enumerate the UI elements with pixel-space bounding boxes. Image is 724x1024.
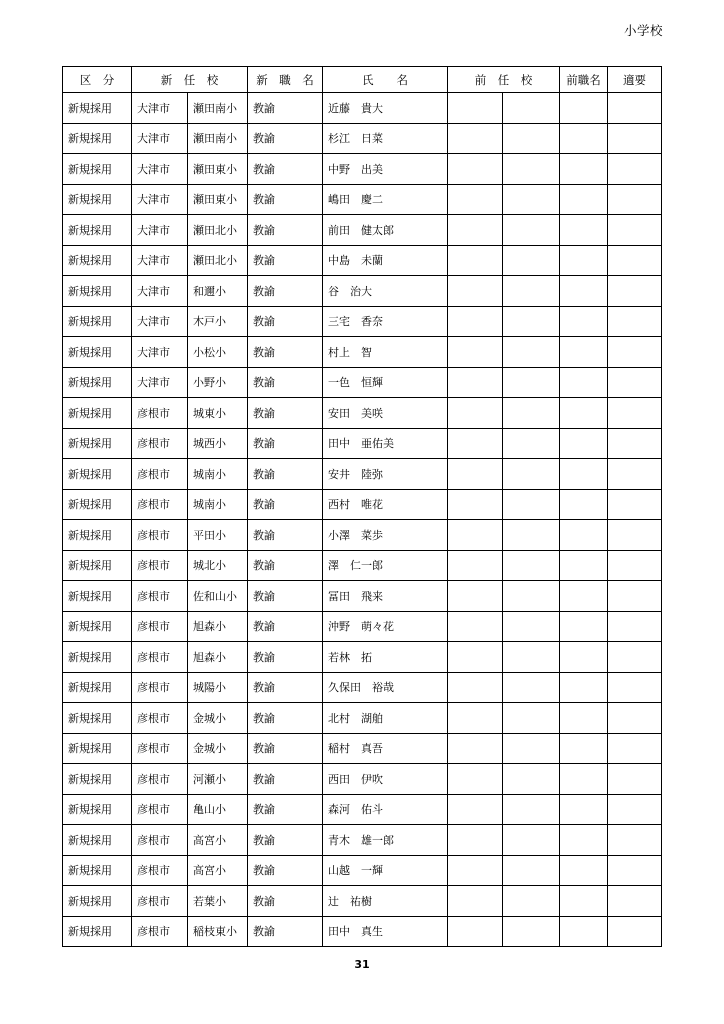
name-cell: 沖野 萌々花: [323, 611, 448, 642]
prev-title-cell: [560, 276, 608, 307]
table-row: [63, 276, 662, 307]
table-row: [63, 215, 662, 246]
prev-title-cell: [560, 306, 608, 337]
new-school-name-cell: 瀬田東小: [188, 184, 248, 215]
new-school-city-cell: 彦根市: [132, 855, 188, 886]
name-cell: 西田 伊吹: [323, 764, 448, 795]
note-cell: [608, 886, 662, 917]
prev-school-city-cell: [448, 337, 503, 368]
table-header: [63, 67, 662, 93]
prev-school-city-cell: [448, 93, 503, 124]
prev-school-name-cell: [503, 581, 560, 612]
prev-school-city-cell: [448, 916, 503, 947]
prev-title-cell: [560, 123, 608, 154]
new-title-cell: 教諭: [248, 886, 323, 917]
category-cell: 新規採用: [63, 367, 132, 398]
prev-school-name-cell: [503, 794, 560, 825]
new-school-city-cell: 彦根市: [132, 916, 188, 947]
name-cell: 澤 仁一郎: [323, 550, 448, 581]
note-cell: [608, 123, 662, 154]
note-cell: [608, 642, 662, 673]
name-cell: 中野 出美: [323, 154, 448, 185]
prev-title-cell: [560, 794, 608, 825]
new-title-cell: 教諭: [248, 733, 323, 764]
table-row: [63, 428, 662, 459]
table-row: [63, 337, 662, 368]
name-cell: 小澤 菜歩: [323, 520, 448, 551]
table-row: [63, 184, 662, 215]
new-school-city-cell: 大津市: [132, 337, 188, 368]
category-cell: 新規採用: [63, 154, 132, 185]
prev-title-cell: [560, 733, 608, 764]
category-cell: 新規採用: [63, 428, 132, 459]
name-cell: 田中 亜佑美: [323, 428, 448, 459]
new-school-city-cell: 大津市: [132, 215, 188, 246]
prev-title-cell: [560, 489, 608, 520]
table-row: [63, 886, 662, 917]
category-cell: 新規採用: [63, 520, 132, 551]
prev-title-cell: [560, 245, 608, 276]
new-school-name-cell: 佐和山小: [188, 581, 248, 612]
name-cell: 森河 佑斗: [323, 794, 448, 825]
prev-school-name-cell: [503, 184, 560, 215]
new-school-name-cell: 瀬田南小: [188, 123, 248, 154]
new-school-city-cell: 彦根市: [132, 886, 188, 917]
category-cell: 新規採用: [63, 886, 132, 917]
prev-school-city-cell: [448, 489, 503, 520]
name-cell: 村上 智: [323, 337, 448, 368]
new-school-city-cell: 大津市: [132, 123, 188, 154]
new-school-name-cell: 亀山小: [188, 794, 248, 825]
table-row: [63, 123, 662, 154]
prev-title-cell: [560, 703, 608, 734]
prev-title-cell: [560, 337, 608, 368]
new-school-name-cell: 小松小: [188, 337, 248, 368]
prev-school-city-cell: [448, 794, 503, 825]
new-school-city-cell: 大津市: [132, 367, 188, 398]
new-school-city-cell: 彦根市: [132, 611, 188, 642]
table-row: [63, 398, 662, 429]
prev-school-city-cell: [448, 123, 503, 154]
name-cell: 近藤 貴大: [323, 93, 448, 124]
table-row: [63, 672, 662, 703]
new-school-city-cell: 彦根市: [132, 642, 188, 673]
new-school-city-cell: 彦根市: [132, 825, 188, 856]
category-cell: 新規採用: [63, 215, 132, 246]
header-new-school: 新 任 校: [132, 67, 248, 93]
note-cell: [608, 520, 662, 551]
new-school-name-cell: 旭森小: [188, 611, 248, 642]
prev-school-name-cell: [503, 123, 560, 154]
new-school-name-cell: 瀬田南小: [188, 93, 248, 124]
prev-title-cell: [560, 154, 608, 185]
name-cell: 若林 拓: [323, 642, 448, 673]
new-title-cell: 教諭: [248, 764, 323, 795]
name-cell: 一色 恒輝: [323, 367, 448, 398]
category-cell: 新規採用: [63, 184, 132, 215]
prev-title-cell: [560, 93, 608, 124]
new-title-cell: 教諭: [248, 520, 323, 551]
name-cell: 安田 美咲: [323, 398, 448, 429]
new-school-name-cell: 高宮小: [188, 825, 248, 856]
note-cell: [608, 764, 662, 795]
new-title-cell: 教諭: [248, 93, 323, 124]
table-row: [63, 611, 662, 642]
table-row: [63, 764, 662, 795]
name-cell: 田中 真生: [323, 916, 448, 947]
prev-school-city-cell: [448, 367, 503, 398]
new-title-cell: 教諭: [248, 184, 323, 215]
prev-school-city-cell: [448, 825, 503, 856]
header-prev-title: 前職名: [560, 67, 608, 93]
prev-school-name-cell: [503, 520, 560, 551]
table-row: [63, 459, 662, 490]
prev-school-city-cell: [448, 184, 503, 215]
table-row: [63, 855, 662, 886]
note-cell: [608, 93, 662, 124]
prev-school-city-cell: [448, 733, 503, 764]
note-cell: [608, 916, 662, 947]
new-title-cell: 教諭: [248, 276, 323, 307]
note-cell: [608, 489, 662, 520]
table-row: [63, 154, 662, 185]
table-row: [63, 245, 662, 276]
prev-school-city-cell: [448, 611, 503, 642]
header-new-title: 新 職 名: [248, 67, 323, 93]
category-cell: 新規採用: [63, 123, 132, 154]
table-body: [63, 93, 662, 947]
prev-title-cell: [560, 916, 608, 947]
note-cell: [608, 306, 662, 337]
category-cell: 新規採用: [63, 916, 132, 947]
new-title-cell: 教諭: [248, 337, 323, 368]
new-title-cell: 教諭: [248, 703, 323, 734]
new-title-cell: 教諭: [248, 428, 323, 459]
new-school-city-cell: 彦根市: [132, 794, 188, 825]
prev-school-city-cell: [448, 398, 503, 429]
table-row: [63, 306, 662, 337]
table-row: [63, 550, 662, 581]
prev-school-name-cell: [503, 154, 560, 185]
new-title-cell: 教諭: [248, 245, 323, 276]
category-cell: 新規採用: [63, 306, 132, 337]
prev-school-city-cell: [448, 581, 503, 612]
prev-school-city-cell: [448, 886, 503, 917]
category-cell: 新規採用: [63, 642, 132, 673]
table-row: [63, 367, 662, 398]
new-school-name-cell: 和邇小: [188, 276, 248, 307]
new-title-cell: 教諭: [248, 825, 323, 856]
page-corner-label: 小学校: [623, 23, 663, 38]
table-row: [63, 794, 662, 825]
name-cell: 安井 陸弥: [323, 459, 448, 490]
note-cell: [608, 825, 662, 856]
new-school-city-cell: 彦根市: [132, 459, 188, 490]
prev-school-city-cell: [448, 703, 503, 734]
new-school-city-cell: 彦根市: [132, 764, 188, 795]
new-school-name-cell: 城南小: [188, 489, 248, 520]
table-row: [63, 520, 662, 551]
name-cell: 山越 一輝: [323, 855, 448, 886]
name-cell: 三宅 香奈: [323, 306, 448, 337]
prev-school-name-cell: [503, 306, 560, 337]
table-row: [63, 489, 662, 520]
new-school-name-cell: 高宮小: [188, 855, 248, 886]
new-school-city-cell: 彦根市: [132, 703, 188, 734]
name-cell: 辻 祐樹: [323, 886, 448, 917]
new-school-city-cell: 彦根市: [132, 581, 188, 612]
note-cell: [608, 154, 662, 185]
name-cell: 青木 雄一郎: [323, 825, 448, 856]
new-school-name-cell: 稲枝東小: [188, 916, 248, 947]
prev-school-name-cell: [503, 367, 560, 398]
note-cell: [608, 398, 662, 429]
new-school-name-cell: 若葉小: [188, 886, 248, 917]
table-row: [63, 93, 662, 124]
new-school-name-cell: 瀬田北小: [188, 215, 248, 246]
category-cell: 新規採用: [63, 733, 132, 764]
new-title-cell: 教諭: [248, 855, 323, 886]
note-cell: [608, 245, 662, 276]
new-school-name-cell: 城東小: [188, 398, 248, 429]
table-row: [63, 733, 662, 764]
prev-title-cell: [560, 581, 608, 612]
prev-school-name-cell: [503, 764, 560, 795]
prev-school-name-cell: [503, 855, 560, 886]
note-cell: [608, 184, 662, 215]
new-school-name-cell: 旭森小: [188, 642, 248, 673]
category-cell: 新規採用: [63, 855, 132, 886]
prev-title-cell: [560, 672, 608, 703]
prev-school-name-cell: [503, 398, 560, 429]
note-cell: [608, 611, 662, 642]
new-school-city-cell: 大津市: [132, 93, 188, 124]
new-title-cell: 教諭: [248, 581, 323, 612]
name-cell: 稲村 真吾: [323, 733, 448, 764]
prev-school-city-cell: [448, 520, 503, 551]
prev-title-cell: [560, 428, 608, 459]
new-school-city-cell: 彦根市: [132, 489, 188, 520]
prev-title-cell: [560, 886, 608, 917]
header-category: 区 分: [63, 67, 132, 93]
name-cell: 谷 治大: [323, 276, 448, 307]
name-cell: 嶋田 慶二: [323, 184, 448, 215]
prev-school-name-cell: [503, 489, 560, 520]
category-cell: 新規採用: [63, 672, 132, 703]
prev-title-cell: [560, 855, 608, 886]
table-row: [63, 825, 662, 856]
name-cell: 久保田 裕哉: [323, 672, 448, 703]
prev-school-name-cell: [503, 459, 560, 490]
new-title-cell: 教諭: [248, 154, 323, 185]
prev-school-city-cell: [448, 459, 503, 490]
header-note: 適要: [608, 67, 662, 93]
new-title-cell: 教諭: [248, 398, 323, 429]
prev-school-name-cell: [503, 550, 560, 581]
note-cell: [608, 276, 662, 307]
new-school-name-cell: 城西小: [188, 428, 248, 459]
category-cell: 新規採用: [63, 489, 132, 520]
category-cell: 新規採用: [63, 550, 132, 581]
new-title-cell: 教諭: [248, 672, 323, 703]
prev-school-name-cell: [503, 886, 560, 917]
note-cell: [608, 459, 662, 490]
new-school-name-cell: 金城小: [188, 703, 248, 734]
name-cell: 中島 未蘭: [323, 245, 448, 276]
note-cell: [608, 703, 662, 734]
prev-school-city-cell: [448, 550, 503, 581]
new-title-cell: 教諭: [248, 459, 323, 490]
prev-school-name-cell: [503, 215, 560, 246]
new-title-cell: 教諭: [248, 215, 323, 246]
prev-school-city-cell: [448, 276, 503, 307]
new-school-name-cell: 平田小: [188, 520, 248, 551]
category-cell: 新規採用: [63, 825, 132, 856]
new-school-name-cell: 小野小: [188, 367, 248, 398]
prev-school-name-cell: [503, 825, 560, 856]
prev-title-cell: [560, 398, 608, 429]
name-cell: 冨田 飛来: [323, 581, 448, 612]
prev-title-cell: [560, 550, 608, 581]
prev-title-cell: [560, 764, 608, 795]
prev-school-city-cell: [448, 428, 503, 459]
table-header-row: [63, 67, 662, 93]
new-school-name-cell: 城南小: [188, 459, 248, 490]
new-school-name-cell: 城陽小: [188, 672, 248, 703]
prev-school-name-cell: [503, 703, 560, 734]
new-school-name-cell: 城北小: [188, 550, 248, 581]
new-school-city-cell: 彦根市: [132, 398, 188, 429]
prev-title-cell: [560, 520, 608, 551]
table-row: [63, 581, 662, 612]
prev-school-name-cell: [503, 672, 560, 703]
name-cell: 西村 唯花: [323, 489, 448, 520]
page-number: 31: [354, 958, 370, 971]
header-prev-school: 前 任 校: [448, 67, 560, 93]
prev-school-city-cell: [448, 215, 503, 246]
category-cell: 新規採用: [63, 245, 132, 276]
category-cell: 新規採用: [63, 398, 132, 429]
new-school-city-cell: 大津市: [132, 306, 188, 337]
note-cell: [608, 794, 662, 825]
new-school-city-cell: 彦根市: [132, 520, 188, 551]
prev-title-cell: [560, 367, 608, 398]
category-cell: 新規採用: [63, 459, 132, 490]
note-cell: [608, 215, 662, 246]
table-row: [63, 642, 662, 673]
new-school-name-cell: 金城小: [188, 733, 248, 764]
note-cell: [608, 428, 662, 459]
note-cell: [608, 367, 662, 398]
new-title-cell: 教諭: [248, 550, 323, 581]
prev-school-city-cell: [448, 672, 503, 703]
prev-title-cell: [560, 825, 608, 856]
new-school-city-cell: 大津市: [132, 184, 188, 215]
new-title-cell: 教諭: [248, 611, 323, 642]
prev-school-name-cell: [503, 428, 560, 459]
prev-school-name-cell: [503, 245, 560, 276]
name-cell: 前田 健太郎: [323, 215, 448, 246]
new-school-city-cell: 大津市: [132, 154, 188, 185]
note-cell: [608, 581, 662, 612]
prev-school-city-cell: [448, 154, 503, 185]
prev-title-cell: [560, 184, 608, 215]
category-cell: 新規採用: [63, 794, 132, 825]
category-cell: 新規採用: [63, 93, 132, 124]
header-name: 氏 名: [323, 67, 448, 93]
prev-school-name-cell: [503, 276, 560, 307]
prev-school-city-cell: [448, 855, 503, 886]
prev-school-city-cell: [448, 642, 503, 673]
new-school-city-cell: 彦根市: [132, 733, 188, 764]
prev-school-name-cell: [503, 337, 560, 368]
note-cell: [608, 672, 662, 703]
name-cell: 北村 湖舶: [323, 703, 448, 734]
prev-school-city-cell: [448, 764, 503, 795]
new-school-city-cell: 彦根市: [132, 428, 188, 459]
category-cell: 新規採用: [63, 764, 132, 795]
new-school-name-cell: 河瀬小: [188, 764, 248, 795]
staff-appointments-table: [62, 66, 662, 947]
category-cell: 新規採用: [63, 703, 132, 734]
table-row: [63, 703, 662, 734]
prev-school-name-cell: [503, 916, 560, 947]
new-school-city-cell: 彦根市: [132, 550, 188, 581]
prev-school-city-cell: [448, 245, 503, 276]
new-title-cell: 教諭: [248, 489, 323, 520]
new-school-name-cell: 瀬田東小: [188, 154, 248, 185]
prev-title-cell: [560, 215, 608, 246]
new-school-city-cell: 大津市: [132, 245, 188, 276]
new-title-cell: 教諭: [248, 123, 323, 154]
note-cell: [608, 855, 662, 886]
new-school-name-cell: 瀬田北小: [188, 245, 248, 276]
new-school-name-cell: 木戸小: [188, 306, 248, 337]
new-title-cell: 教諭: [248, 306, 323, 337]
category-cell: 新規採用: [63, 611, 132, 642]
new-title-cell: 教諭: [248, 642, 323, 673]
prev-title-cell: [560, 611, 608, 642]
prev-school-city-cell: [448, 306, 503, 337]
prev-school-name-cell: [503, 611, 560, 642]
note-cell: [608, 337, 662, 368]
prev-title-cell: [560, 459, 608, 490]
new-title-cell: 教諭: [248, 794, 323, 825]
category-cell: 新規採用: [63, 581, 132, 612]
table-row: [63, 916, 662, 947]
prev-school-name-cell: [503, 642, 560, 673]
new-title-cell: 教諭: [248, 367, 323, 398]
name-cell: 杉江 日菜: [323, 123, 448, 154]
prev-school-name-cell: [503, 733, 560, 764]
note-cell: [608, 550, 662, 581]
category-cell: 新規採用: [63, 276, 132, 307]
new-title-cell: 教諭: [248, 916, 323, 947]
prev-school-name-cell: [503, 93, 560, 124]
new-school-city-cell: 大津市: [132, 276, 188, 307]
category-cell: 新規採用: [63, 337, 132, 368]
new-school-city-cell: 彦根市: [132, 672, 188, 703]
prev-title-cell: [560, 642, 608, 673]
note-cell: [608, 733, 662, 764]
